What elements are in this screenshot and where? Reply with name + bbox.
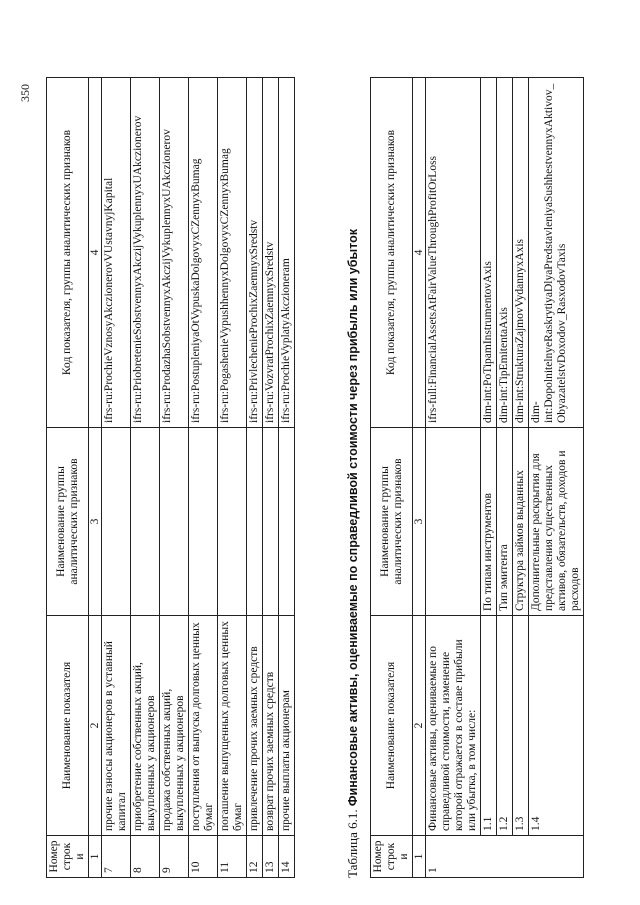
row-number: 8	[131, 836, 160, 878]
caption-title: Финансовые активы, оцениваемые по справедливой стоимости через прибыль или убыток	[346, 229, 360, 807]
group-name	[102, 428, 131, 616]
table-row	[189, 78, 218, 878]
header-cell: Наименование группы аналитических признаков	[371, 428, 413, 616]
indicator-code: ifrs-ru:PrivlechenieProchixZaemnyxSredstv	[247, 78, 263, 428]
table-row	[263, 78, 279, 878]
row-number: 12	[247, 836, 263, 878]
group-name: Структура займов выданных	[513, 428, 529, 616]
indicator-code: ifrs-ru:ProdazhaSobstvennyxAkczijVykuplennyxUAkczionerov	[160, 78, 189, 428]
column-number: 2	[413, 616, 426, 836]
table-row	[218, 78, 247, 878]
header-row	[371, 78, 413, 878]
group-name: Тип эмитента	[497, 428, 513, 616]
row-number: 1.1	[481, 616, 497, 836]
indicator-name: Финансовые активы, оцениваемые по справедливой стоимости, изменение которой отражается в составе прибыли или убытка, в том числе:	[426, 616, 481, 836]
column-number: 3	[413, 428, 426, 616]
group-name	[218, 428, 247, 616]
table-bottom	[370, 77, 584, 878]
table-caption	[345, 78, 361, 878]
header-cell: Код показателя, группы аналитических признаков	[47, 78, 89, 428]
indicator-name: приобретение собственных акций, выкупленных у акционеров	[131, 616, 160, 836]
group-name: По типам инструментов	[481, 428, 497, 616]
group-name	[189, 428, 218, 616]
row-number: 7	[102, 836, 131, 878]
column-number: 4	[89, 78, 102, 428]
group-name	[279, 428, 295, 616]
indicator-code: ifrs-ru:VozvratProchixZaemnyxSredstv	[263, 78, 279, 428]
table-row	[529, 78, 584, 878]
group-name	[263, 428, 279, 616]
column-number: 3	[89, 428, 102, 616]
row-number: 9	[160, 836, 189, 878]
row-number: 10	[189, 836, 218, 878]
indicator-name: привлечение прочих заемных средств	[247, 616, 263, 836]
indicator-name: возврат прочих заемных средств	[263, 616, 279, 836]
indicator-code: ifrs-ru:PriobretenieSobstvennyxAkczijVykuplennyxUAkczionerov	[131, 78, 160, 428]
table-top	[46, 77, 295, 878]
group-name	[426, 428, 481, 616]
indicator-name: поступления от выпуска долговых ценных бумаг	[189, 616, 218, 836]
group-name	[131, 428, 160, 616]
indicator-code: dim-int:PoTipamInstrumentovAxis	[481, 78, 497, 428]
table-row	[426, 78, 481, 878]
column-number: 4	[413, 78, 426, 428]
rotated-page	[18, 78, 600, 878]
table-row	[513, 78, 529, 878]
table-row	[497, 78, 513, 878]
row-number: 14	[279, 836, 295, 878]
table-row	[247, 78, 263, 878]
row-number: 13	[263, 836, 279, 878]
header-cell: Наименование показателя	[47, 616, 89, 836]
header-cell: Код показателя, группы аналитических признаков	[371, 78, 413, 428]
table-top-body	[102, 78, 295, 878]
column-number-row	[89, 78, 102, 878]
header-cell: Наименование группы аналитических признаков	[47, 428, 89, 616]
indicator-name: погашение выпущенных долговых ценных бумаг	[218, 616, 247, 836]
table-row	[102, 78, 131, 878]
column-number: 1	[413, 836, 426, 878]
table-row	[481, 78, 497, 878]
header-cell: Номер строки	[371, 836, 413, 878]
indicator-code: dim-int:DopolnitelnyeRaskrytiyaDlyaPredstavleniyaSushhestvennyxAktivov_ObyazatelstvDoxodov_RasxodovTaxis	[529, 78, 584, 428]
row-number: 1.4	[529, 616, 584, 836]
indicator-code: ifrs-ru:PogashenieVypushhennyxDolgovyxCZennyxBumag	[218, 78, 247, 428]
indicator-code: ifrs-ru:ProchieVyplatyAkczioneram	[279, 78, 295, 428]
row-number: 11	[218, 836, 247, 878]
table-row	[279, 78, 295, 878]
indicator-code: ifrs-ru:ProchieVznosyAkczionerovVUstavnyjKapital	[102, 78, 131, 428]
row-number: 1.2	[497, 616, 513, 836]
table-row	[131, 78, 160, 878]
indicator-name: продажа собственных акций, выкупленных у акционеров	[160, 616, 189, 836]
indicator-code: dim-int:TipEmitentaAxis	[497, 78, 513, 428]
group-name	[160, 428, 189, 616]
header-cell: Номер строки	[47, 836, 89, 878]
header-cell: Наименование показателя	[371, 616, 413, 836]
indicator-name: прочие взносы акционеров в уставный капитал	[102, 616, 131, 836]
indicator-code: dim-int:StrukturaZajmovVydannyxAxis	[513, 78, 529, 428]
column-number: 2	[89, 616, 102, 836]
indicator-code: ifrs-full:FinancialAssetsAtFairValueThroughProfitOrLoss	[426, 78, 481, 428]
page-number: 350	[18, 84, 32, 102]
row-number: 1.3	[513, 616, 529, 836]
column-number-row	[413, 78, 426, 878]
group-name	[247, 428, 263, 616]
group-name: Дополнительные раскрытия для представления существенных активов, обязательств, доходов и расходов	[529, 428, 584, 616]
caption-prefix: Таблица 6.1.	[345, 806, 360, 878]
column-number: 1	[89, 836, 102, 878]
header-row	[47, 78, 89, 878]
row-number: 1	[426, 836, 584, 878]
table-row	[160, 78, 189, 878]
indicator-name: прочие выплаты акционерам	[279, 616, 295, 836]
indicator-code: ifrs-ru:PostupleniyaOtVypuskaDolgovyxCZennyxBumag	[189, 78, 218, 428]
